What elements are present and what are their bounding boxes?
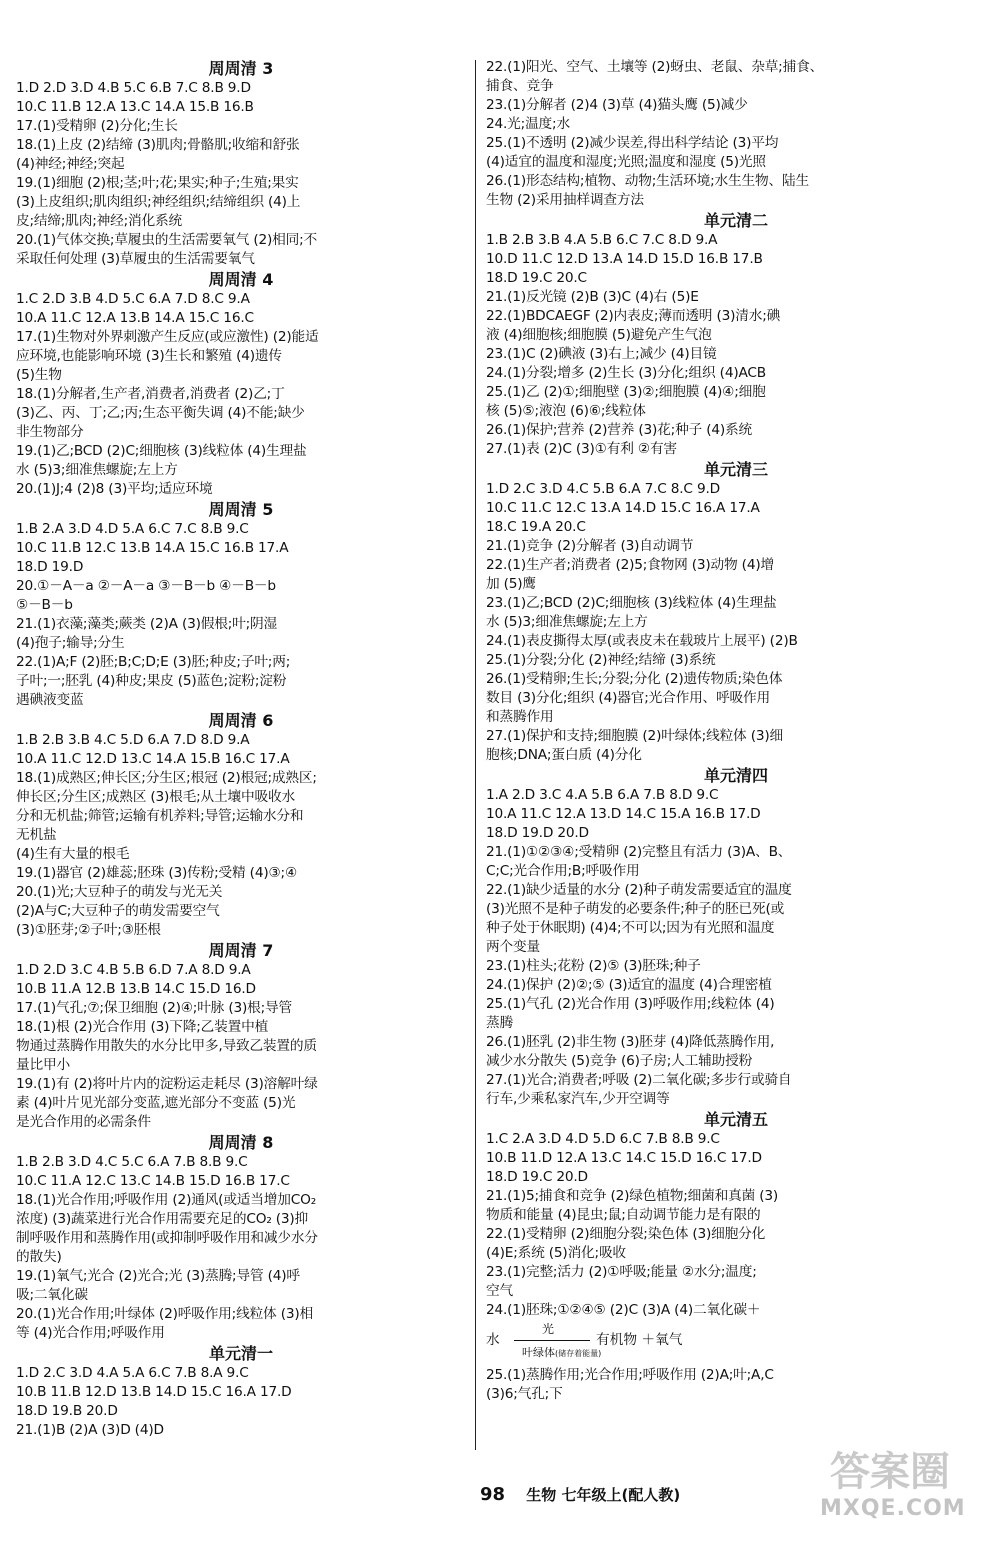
answer-line: (4)适宜的温度和湿度;光照;温度和湿度 (5)光照 bbox=[486, 154, 766, 170]
answer-line: 量比甲小 bbox=[16, 1057, 70, 1073]
page-footer bbox=[480, 1484, 800, 1505]
watermark-logo: 答案圈 bbox=[830, 1449, 950, 1495]
answer-line: 19.(1)氧气;光合 (2)光合;光 (3)蒸腾;导管 (4)呼 bbox=[16, 1268, 300, 1284]
answer-line: 浓度) (3)蔬菜进行光合作用需要充足的CO₂ (3)抑 bbox=[16, 1211, 309, 1227]
answer-line: 1.B 2.B 3.D 4.C 5.C 6.A 7.B 8.B 9.C bbox=[16, 1154, 248, 1170]
answer-line: 等 (4)光合作用;呼吸作用 bbox=[16, 1325, 165, 1341]
right-column-sections bbox=[486, 211, 986, 1320]
answer-line: (3)乙、丙、丁;乙;丙;生态平衡失调 (4)不能;缺少 bbox=[16, 405, 305, 421]
answer-line: 26.(1)胚乳 (2)非生物 (3)胚芽 (4)降低蒸腾作用, bbox=[486, 1034, 775, 1050]
answer-line: 胞核;DNA;蛋白质 (4)分化 bbox=[486, 747, 642, 763]
answer-line: (3)①胚芽;②子叶;③胚根 bbox=[16, 922, 161, 938]
answer-line: 吸;二氧化碳 bbox=[16, 1287, 88, 1303]
answer-line: 18.D 19.B 20.D bbox=[16, 1403, 118, 1419]
answer-line: 1.B 2.B 3.B 4.A 5.B 6.C 7.C 8.D 9.A bbox=[486, 232, 718, 248]
column-divider bbox=[475, 60, 476, 1450]
section-title: 单元清四 bbox=[703, 766, 768, 785]
answer-line: 19.(1)有 (2)将叶片内的淀粉运走耗尽 (3)溶解叶绿 bbox=[16, 1076, 318, 1092]
answer-line: 26.(1)受精卵;生长;分裂;分化 (2)遗传物质;染色体 bbox=[486, 671, 783, 687]
answer-line: 21.(1)反光镜 (2)B (3)C (4)右 (5)E bbox=[486, 289, 699, 305]
answer-line: (4)E;系统 (5)消化;吸收 bbox=[486, 1245, 626, 1261]
formula-below-text: 叶绿体 bbox=[522, 1346, 555, 1359]
answer-line: (4)神经;神经;突起 bbox=[16, 156, 125, 172]
answer-line: 23.(1)完整;活力 (2)①呼吸;能量 ②水分;温度; bbox=[486, 1264, 757, 1280]
answer-line: 17.(1)受精卵 (2)分化;生长 bbox=[16, 118, 178, 134]
answer-line: 1.D 2.C 3.D 4.C 5.B 6.A 7.C 8.C 9.D bbox=[486, 481, 720, 497]
answer-line: 17.(1)气孔;⑦;保卫细胞 (2)④;叶脉 (3)根;导管 bbox=[16, 1000, 292, 1016]
answer-line: 行车,少乘私家汽车,少开空调等 bbox=[486, 1091, 670, 1107]
answer-line: 捕食、竞争 bbox=[486, 78, 554, 94]
section-title: 单元清二 bbox=[703, 211, 768, 230]
answer-line: (4)孢子;输导;分生 bbox=[16, 635, 125, 651]
answer-line: 24.(1)表皮撕得太厚(或表皮未在载玻片上展平) (2)B bbox=[486, 633, 798, 649]
answer-line: (4)生有大量的根毛 bbox=[16, 846, 130, 862]
answer-line: 和蒸腾作用 bbox=[486, 709, 554, 725]
book-title: 生物 七年级上(配人教) bbox=[526, 1486, 681, 1504]
answer-line: 22.(1)阳光、空气、土壤等 (2)蚜虫、老鼠、杂草;捕食、 bbox=[486, 59, 824, 75]
section-title: 单元清一 bbox=[208, 1344, 273, 1363]
answer-line: 1.C 2.A 3.D 4.D 5.D 6.C 7.B 8.B 9.C bbox=[486, 1131, 720, 1147]
answer-line: 水 (5)3;细准焦螺旋;左上方 bbox=[16, 462, 178, 478]
answer-line: 液 (4)细胞核;细胞膜 (5)避免产生气泡 bbox=[486, 327, 712, 343]
answer-line: 制呼吸作用和蒸腾作用(或抑制呼吸作用和减少水分 bbox=[16, 1230, 318, 1246]
answer-line: 水 (5)3;细准焦螺旋;左上方 bbox=[486, 614, 648, 630]
answer-line: 加 (5)鹰 bbox=[486, 576, 536, 592]
answer-line: 21.(1)①②③④;受精卵 (2)完整且有活力 (3)A、B、 bbox=[486, 844, 792, 860]
answer-line: (2)A与C;大豆种子的萌发需要空气 bbox=[16, 903, 220, 919]
answer-line: 19.(1)细胞 (2)根;茎;叶;花;果实;种子;生殖;果实 bbox=[16, 175, 299, 191]
answer-line: 应环境,也能影响环境 (3)生长和繁殖 (4)遗传 bbox=[16, 348, 282, 364]
answer-line: 10.C 11.B 12.C 13.B 14.A 15.C 16.B 17.A bbox=[16, 540, 289, 556]
answer-line: 生物 (2)采用抽样调查方法 bbox=[486, 192, 644, 208]
answer-line: (3)上皮组织;肌肉组织;神经组织;结缔组织 (4)上 bbox=[16, 194, 301, 210]
answer-line: 19.(1)器官 (2)雄蕊;胚珠 (3)传粉;受精 (4)③;④ bbox=[16, 865, 298, 881]
answer-line: 26.(1)保护;营养 (2)营养 (3)花;种子 (4)系统 bbox=[486, 422, 752, 438]
section-title: 周周清 4 bbox=[208, 270, 274, 289]
answer-line: 非生物部分 bbox=[16, 424, 84, 440]
answer-line: 1.C 2.D 3.B 4.D 5.C 6.A 7.D 8.C 9.A bbox=[16, 291, 250, 307]
answer-line: 22.(1)缺少适量的水分 (2)种子萌发需要适宜的温度 bbox=[486, 882, 792, 898]
answer-line: 两个变量 bbox=[486, 939, 540, 955]
section-title: 周周清 5 bbox=[208, 500, 274, 519]
answer-line: 1.A 2.D 3.C 4.A 5.B 6.A 7.B 8.D 9.C bbox=[486, 787, 719, 803]
answer-line: 18.C 19.A 20.C bbox=[486, 519, 586, 535]
answer-line: 21.(1)5;捕食和竞争 (2)绿色植物;细菌和真菌 (3) bbox=[486, 1188, 778, 1204]
answer-line: 素 (4)叶片见光部分变蓝,遮光部分不变蓝 (5)光 bbox=[16, 1095, 296, 1111]
answer-line: 21.(1)衣藻;藻类;蕨类 (2)A (3)假根;叶;阴湿 bbox=[16, 616, 278, 632]
answer-line: 18.(1)成熟区;伸长区;分生区;根冠 (2)根冠;成熟区; bbox=[16, 770, 317, 786]
answer-line: 25.(1)乙 (2)①;细胞壁 (3)②;细胞膜 (4)④;细胞 bbox=[486, 384, 766, 400]
answer-line: 20.(1)光;大豆种子的萌发与光无关 bbox=[16, 884, 223, 900]
answer-line: 22.(1)A;F (2)胚;B;C;D;E (3)胚;种皮;子叶;两; bbox=[16, 654, 291, 670]
answer-line: 物通过蒸腾作用散失的水分比甲多,导致乙装置的质 bbox=[16, 1038, 317, 1054]
answer-line: 18.(1)上皮 (2)结缔 (3)肌肉;骨骼肌;收缩和舒张 bbox=[16, 137, 300, 153]
answer-line: 18.D 19.C 20.D bbox=[486, 1169, 588, 1185]
answer-line: 18.(1)光合作用;呼吸作用 (2)通风(或适当增加CO₂ bbox=[16, 1192, 316, 1208]
answer-line: 1.D 2.D 3.C 4.B 5.B 6.D 7.A 8.D 9.A bbox=[16, 962, 251, 978]
answer-line: 20.(1)J;4 (2)8 (3)平均;适应环境 bbox=[16, 481, 213, 497]
answer-line: 10.A 11.C 12.D 13.C 14.A 15.B 16.C 17.A bbox=[16, 751, 290, 767]
answer-line: 24.(1)胚珠;①②④⑤ (2)C (3)A (4)二氧化碳＋ bbox=[486, 1302, 761, 1318]
answer-line: 伸长区;分生区;成熟区 (3)根毛;从土壤中吸收水 bbox=[16, 789, 295, 805]
answer-line: 17.(1)生物对外界刺激产生反应(或应激性) (2)能适 bbox=[16, 329, 319, 345]
photosynthesis-formula bbox=[486, 1320, 986, 1366]
answer-line: 20.①－A－a ②－A－a ③－B－b ④－B－b bbox=[16, 578, 276, 594]
answer-line: 蒸腾 bbox=[486, 1015, 513, 1031]
answer-line: 25.(1)分裂;分化 (2)神经;结缔 (3)系统 bbox=[486, 652, 716, 668]
answer-line: 10.C 11.A 12.C 13.C 14.B 15.D 16.B 17.C bbox=[16, 1173, 290, 1189]
section-title: 周周清 8 bbox=[208, 1133, 274, 1152]
answer-line: 22.(1)受精卵 (2)细胞分裂;染色体 (3)细胞分化 bbox=[486, 1226, 766, 1242]
answer-line: 24.(1)分裂;增多 (2)生长 (3)分化;组织 (4)ACB bbox=[486, 365, 766, 381]
answer-line: 核 (5)⑤;液泡 (6)⑥;线粒体 bbox=[486, 403, 646, 419]
answer-line: 物质和能量 (4)昆虫;鼠;自动调节能力是有限的 bbox=[486, 1207, 761, 1223]
answer-line: 减少水分散失 (5)竞争 (6)子房;人工辅助授粉 bbox=[486, 1053, 753, 1069]
answer-line: 分和无机盐;筛管;运输有机养料;导管;运输水分和 bbox=[16, 808, 304, 824]
answer-line: 1.B 2.B 3.B 4.C 5.D 6.A 7.D 8.D 9.A bbox=[16, 732, 250, 748]
formula-arrow bbox=[514, 1340, 590, 1341]
answer-line: 18.D 19.C 20.C bbox=[486, 270, 587, 286]
answer-line: 18.(1)根 (2)光合作用 (3)下降;乙装置中植 bbox=[16, 1019, 269, 1035]
answer-line: 25.(1)气孔 (2)光合作用 (3)呼吸作用;线粒体 (4) bbox=[486, 996, 775, 1012]
answer-line: 23.(1)分解者 (2)4 (3)草 (4)猫头鹰 (5)减少 bbox=[486, 97, 748, 113]
answer-line: 10.D 11.C 12.D 13.A 14.D 15.D 16.B 17.B bbox=[486, 251, 763, 267]
answer-line: 27.(1)光合;消费者;呼吸 (2)二氧化碳;多步行或骑自 bbox=[486, 1072, 792, 1088]
answer-line: 10.B 11.D 12.A 13.C 14.C 15.D 16.C 17.D bbox=[486, 1150, 762, 1166]
answer-line: 22.(1)BDCAEGF (2)内表皮;薄而透明 (3)清水;碘 bbox=[486, 308, 781, 324]
answer-line: 26.(1)形态结构;植物、动物;生活环境;水生生物、陆生 bbox=[486, 173, 809, 189]
answer-line: 1.D 2.D 3.D 4.B 5.C 6.B 7.C 8.B 9.D bbox=[16, 80, 251, 96]
answer-line: (3)6;气孔;下 bbox=[486, 1386, 563, 1402]
answer-line: 25.(1)蒸腾作用;光合作用;呼吸作用 (2)A;叶;A,C bbox=[486, 1367, 774, 1383]
section-title: 周周清 7 bbox=[208, 941, 274, 960]
answer-line: 的散失) bbox=[16, 1249, 62, 1265]
left-column bbox=[16, 58, 466, 1440]
right-column-end bbox=[486, 1366, 986, 1404]
formula-above: 光 bbox=[542, 1322, 555, 1336]
section-title: 周周清 6 bbox=[208, 711, 274, 730]
answer-line: 10.C 11.B 12.A 13.C 14.A 15.B 16.B bbox=[16, 99, 254, 115]
answer-line: 1.B 2.A 3.D 4.D 5.A 6.C 7.C 8.B 9.C bbox=[16, 521, 249, 537]
answer-line: 24.光;温度;水 bbox=[486, 116, 570, 132]
formula-right: 有机物 ＋氧气 bbox=[596, 1332, 683, 1348]
answer-line: 空气 bbox=[486, 1283, 513, 1299]
answer-line: 23.(1)C (2)碘液 (3)右上;减少 (4)目镜 bbox=[486, 346, 717, 362]
answer-line: 21.(1)竞争 (2)分解者 (3)自动调节 bbox=[486, 538, 694, 554]
answer-line: 10.B 11.B 12.D 13.B 14.D 15.C 16.A 17.D bbox=[16, 1384, 292, 1400]
answer-line: (3)光照不是种子萌发的必要条件;种子的胚已死(或 bbox=[486, 901, 785, 917]
answer-line: 采取任何处理 (3)草履虫的生活需要氧气 bbox=[16, 251, 255, 267]
answer-line: 20.(1)气体交换;草履虫的生活需要氧气 (2)相同;不 bbox=[16, 232, 318, 248]
formula-below bbox=[522, 1344, 601, 1360]
answer-line: 数目 (3)分化;组织 (4)器官;光合作用、呼吸作用 bbox=[486, 690, 770, 706]
answer-line: 10.A 11.C 12.A 13.B 14.A 15.C 16.C bbox=[16, 310, 254, 326]
section-title: 单元清五 bbox=[703, 1110, 768, 1129]
answer-line: 10.B 11.A 12.B 13.B 14.C 15.D 16.D bbox=[16, 981, 256, 997]
answer-line: 10.A 11.C 12.A 13.D 14.C 15.A 16.B 17.D bbox=[486, 806, 761, 822]
answer-line: 21.(1)B (2)A (3)D (4)D bbox=[16, 1422, 164, 1438]
answer-line: 23.(1)乙;BCD (2)C;细胞核 (3)线粒体 (4)生理盐 bbox=[486, 595, 777, 611]
answer-line: 27.(1)表 (2)C (3)①有利 ②有害 bbox=[486, 441, 677, 457]
answer-line: 是光合作用的必需条件 bbox=[16, 1114, 151, 1130]
answer-line: 1.D 2.C 3.D 4.A 5.A 6.C 7.B 8.A 9.C bbox=[16, 1365, 249, 1381]
answer-line: 20.(1)光合作用;叶绿体 (2)呼吸作用;线粒体 (3)相 bbox=[16, 1306, 313, 1322]
answer-line: 27.(1)保护和支持;细胞膜 (2)叶绿体;线粒体 (3)细 bbox=[486, 728, 783, 744]
answer-line: C;C;光合作用;B;呼吸作用 bbox=[486, 863, 640, 879]
formula-left: 水 bbox=[486, 1332, 500, 1348]
watermark-url: MXQE.COM bbox=[820, 1496, 966, 1521]
right-column-continuation bbox=[486, 58, 986, 210]
answer-line: 种子处于休眠期) (4)4;不可以;因为有光照和温度 bbox=[486, 920, 775, 936]
answer-line: 10.C 11.C 12.C 13.A 14.D 15.C 16.A 17.A bbox=[486, 500, 760, 516]
watermark bbox=[820, 1440, 990, 1532]
answer-line: 25.(1)不透明 (2)减少误差,得出科学结论 (3)平均 bbox=[486, 135, 779, 151]
answer-line: 24.(1)保护 (2)②;⑤ (3)适宜的温度 (4)合理密植 bbox=[486, 977, 772, 993]
answer-line: ⑤－B－b bbox=[16, 597, 73, 613]
answer-line: 22.(1)生产者;消费者 (2)5;食物网 (3)动物 (4)增 bbox=[486, 557, 774, 573]
answer-line: 无机盐 bbox=[16, 827, 57, 843]
answer-line: 18.(1)分解者,生产者,消费者,消费者 (2)乙;丁 bbox=[16, 386, 285, 402]
right-column bbox=[486, 58, 986, 1404]
section-title: 周周清 3 bbox=[208, 59, 274, 78]
answer-line: 皮;结缔;肌肉;神经;消化系统 bbox=[16, 213, 183, 229]
answer-line: 19.(1)乙;BCD (2)C;细胞核 (3)线粒体 (4)生理盐 bbox=[16, 443, 307, 459]
answer-line: 遇碘液变蓝 bbox=[16, 692, 84, 708]
answer-line: (5)生物 bbox=[16, 367, 62, 383]
formula-below-note: (储存着能量) bbox=[555, 1349, 602, 1358]
answer-line: 18.D 19.D 20.D bbox=[486, 825, 589, 841]
section-title: 单元清三 bbox=[703, 460, 768, 479]
answer-line: 23.(1)柱头;花粉 (2)⑤ (3)胚珠;种子 bbox=[486, 958, 701, 974]
page-number: 98 bbox=[480, 1484, 506, 1505]
answer-line: 18.D 19.D bbox=[16, 559, 84, 575]
answer-line: 子叶;一;胚乳 (4)种皮;果皮 (5)蓝色;淀粉;淀粉 bbox=[16, 673, 287, 689]
